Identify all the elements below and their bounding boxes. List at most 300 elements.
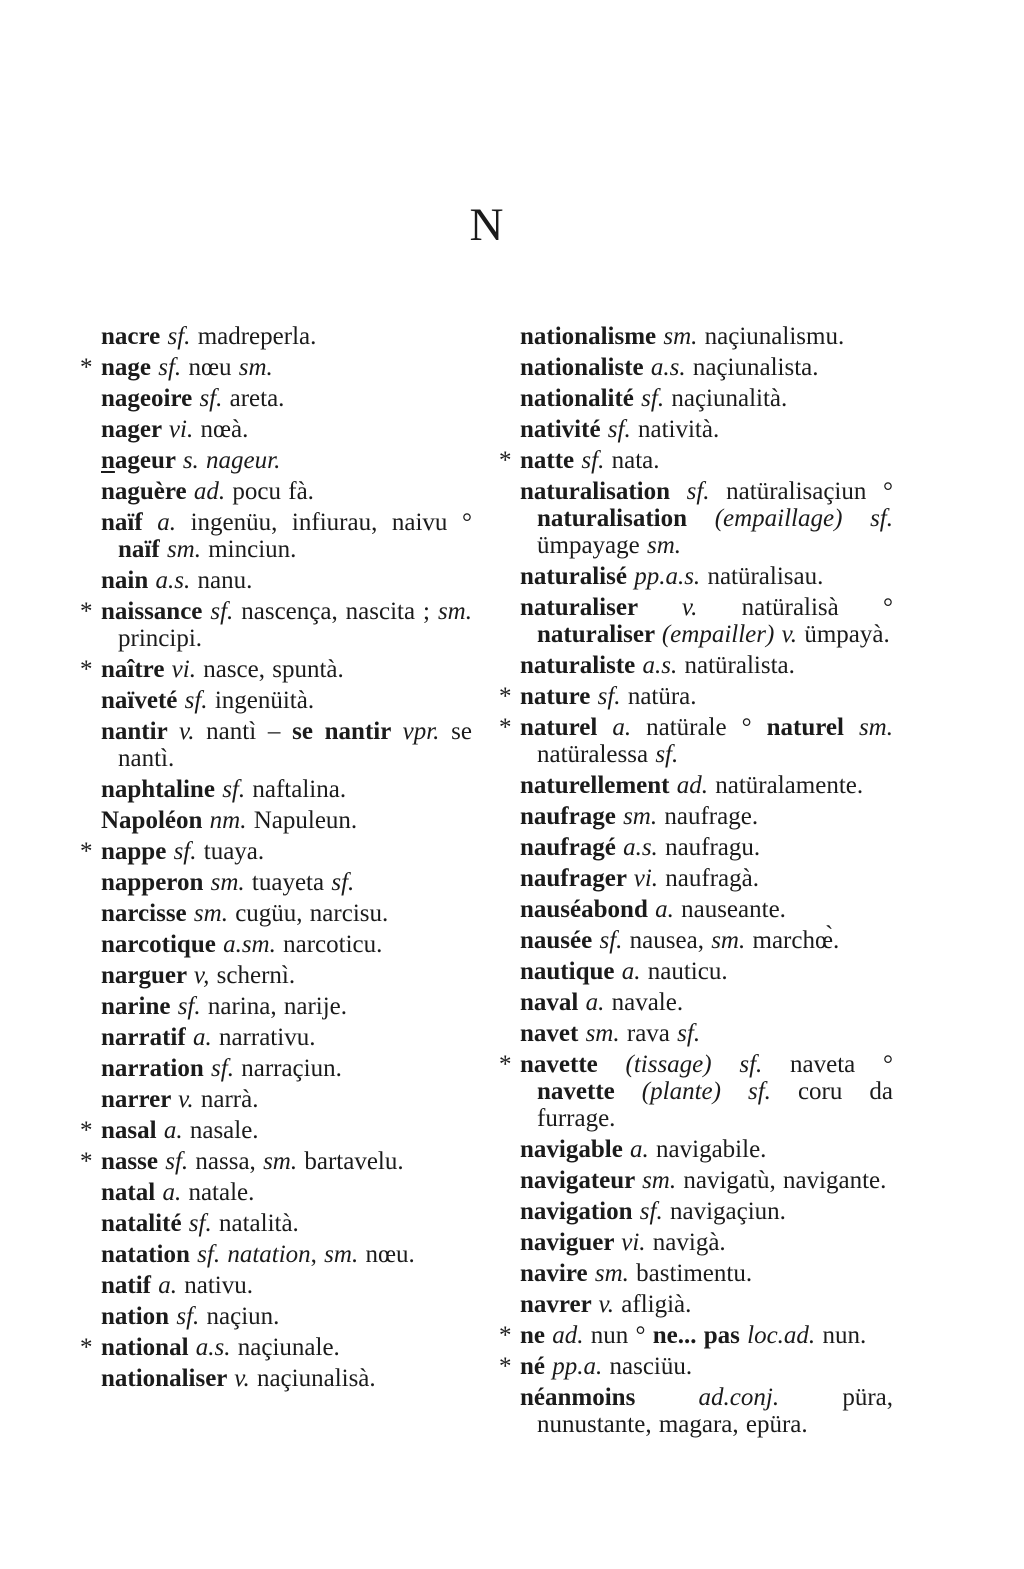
entry-segment: sm. [437,598,472,625]
entry-segment: a.s. [155,567,198,594]
entry-segment: nata. [611,447,660,474]
dictionary-entry [499,385,893,412]
entry-segment: natation [101,1241,198,1268]
dictionary-entry [80,509,472,563]
entry-star-marker: * [80,1117,93,1144]
entry-segment: coru da furrage. [537,1078,894,1132]
entry-segment: marchœ̀. [752,927,840,954]
entry-segment: v. [234,1365,257,1392]
dictionary-entry [80,1024,472,1051]
entry-segment: natalité [101,1210,189,1237]
entry-segment: naufrage [520,803,624,830]
entry-segment: nauticu. [647,958,728,985]
entry-segment: naïf [118,536,167,563]
dictionary-entry [499,772,893,799]
entry-segment: sm. [193,900,236,927]
entry-segment: sf. [739,1051,791,1078]
entry-segment: afligià. [621,1291,692,1318]
dictionary-entry [80,1272,472,1299]
entry-segment: sm. [263,1148,305,1175]
dictionary-entry [499,1353,893,1380]
entry-segment: nappe [101,838,174,865]
entry-segment: nausea, [629,927,712,954]
entry-segment: navette [520,1051,626,1078]
dictionary-entry [499,714,893,768]
entry-segment: naturaliser [537,621,662,648]
dictionary-entry [499,652,893,679]
entry-segment: sf. [607,416,638,443]
dictionary-entry [499,927,893,954]
dictionary-entry [80,993,472,1020]
entry-segment: natüralessa [537,741,656,768]
entry-segment: Napuleun. [253,807,358,834]
entry-segment: pocu fà. [232,478,314,505]
entry-segment: narraçiun. [241,1055,342,1082]
entry-segment: a. [163,1117,190,1144]
entry-segment: principi. [118,625,203,652]
entry-segment: national [101,1334,196,1361]
entry-star-marker: * [80,838,93,865]
entry-star-marker: * [80,656,93,683]
entry-segment: a.s. [195,1334,238,1361]
dictionary-entry [499,1260,893,1287]
entry-segment: nun ° [590,1322,653,1349]
entry-segment: ingenüu, infiurau, naivu ° [190,509,472,536]
entry-segment: ne [520,1322,553,1349]
entry-segment: ad. [552,1322,591,1349]
entry-segment: bastimentu. [636,1260,753,1287]
entry-segment: narine [101,993,178,1020]
dictionary-entry [499,478,893,559]
entry-segment: (empaillage) [714,505,871,532]
entry-segment: naçiunale. [237,1334,340,1361]
dictionary-entry [499,594,893,648]
entry-segment: se nantì. [118,718,472,772]
entry-segment: naçiunalità. [671,385,788,412]
entry-segment: ne... pas [652,1322,748,1349]
entry-segment: navet [520,1020,586,1047]
entry-segment: nautique [520,958,622,985]
entry-segment: naufragé [520,834,624,861]
entry-segment: nantir [101,718,179,745]
entry-segment: se nantir [292,718,403,745]
section-letter-heading: N [469,199,505,251]
entry-segment: natal [101,1179,163,1206]
entry-segment: pp.a. [552,1353,610,1380]
entry-segment: v. [178,718,207,745]
entry-segment: natüra. [627,683,697,710]
entry-segment: naguère [101,478,194,505]
entry-segment: naïveté [101,687,185,714]
dictionary-entry [80,900,472,927]
entry-segment: sf. [747,1078,798,1105]
dictionary-entry [80,447,472,474]
entry-segment: nativu. [184,1272,253,1299]
entry-segment: naufragà. [665,865,759,892]
dictionary-entry [499,354,893,381]
entry-segment: cugüu, narcisu. [235,900,389,927]
entry-segment: sm. [594,1260,637,1287]
entry-segment: sf. [686,478,727,505]
entry-star-marker: * [499,714,512,741]
entry-segment: sf. [581,447,612,474]
entry-segment: napperon [101,869,211,896]
entry-segment: narrer [101,1086,179,1113]
entry-segment: sm. [858,714,893,741]
entry-star-marker: * [80,598,93,625]
entry-segment: a. [655,896,682,923]
entry-segment: natale. [188,1179,255,1206]
entry-star-marker: * [499,1051,512,1078]
dictionary-entry [80,931,472,958]
dictionary-entry [499,989,893,1016]
entry-segment: navigà. [652,1229,726,1256]
entry-segment: sf. [167,323,198,350]
entry-segment: natalità. [218,1210,299,1237]
dictionary-entry [80,1055,472,1082]
entry-segment: Napoléon [101,807,210,834]
entry-segment: rava [626,1020,678,1047]
entry-segment: nain [101,567,156,594]
entry-segment: sf. [199,385,230,412]
entry-segment: nativité [520,416,608,443]
entry-segment: nascença, nascita ; [241,598,438,625]
entry-segment: nausée [520,927,600,954]
entry-segment: naçiunalismu. [704,323,845,350]
entry-segment: navrer [520,1291,599,1318]
entry-segment: sf. [677,1020,701,1047]
entry-segment: naïf [101,509,158,536]
dictionary-entry [499,1322,893,1349]
dictionary-entry [80,718,472,772]
entry-segment: naufrager [520,865,634,892]
entry-segment: minciun. [208,536,297,563]
dictionary-entry [499,865,893,892]
entry-segment: navigable [520,1136,631,1163]
entry-segment: narrativu. [218,1024,316,1051]
entry-segment: nager [101,416,169,443]
entry-segment: sf. [639,1198,670,1225]
entry-star-marker: * [499,1322,512,1349]
entry-segment: vi. [168,416,201,443]
entry-segment: sf. [188,1210,219,1237]
entry-segment: nasale. [189,1117,259,1144]
entry-segment: a. [621,958,648,985]
entry-segment: naufragu. [665,834,761,861]
entry-star-marker: * [499,1353,512,1380]
entry-segment: , [310,1241,325,1268]
dictionary-entry [499,1136,893,1163]
entry-segment: navigatù, navigante. [683,1167,887,1194]
entry-segment: nun. [822,1322,867,1349]
entry-segment: néanmoins [520,1384,699,1411]
entry-segment: sm. [663,323,705,350]
entry-segment: sf. [176,1303,207,1330]
dictionary-entry [499,834,893,861]
entry-segment: sm. [324,1241,366,1268]
entry-segment: nasciüu. [609,1353,693,1380]
entry-segment: bartavelu. [304,1148,404,1175]
entry-segment: nageoire [101,385,200,412]
entry-segment: a. [158,1272,185,1299]
entry-segment: areta. [229,385,285,412]
entry-segment: naphtaline [101,776,223,803]
dictionary-entry [80,776,472,803]
dictionary-entry [80,1303,472,1330]
entry-segment: v. [178,1086,201,1113]
dictionary-entry [499,803,893,830]
entry-segment: a.s. [642,652,685,679]
left-column [80,323,472,1396]
dictionary-entry [499,1198,893,1225]
entry-segment: natüralista. [684,652,795,679]
entry-segment: vi. [633,865,666,892]
entry-segment: sm. [166,536,209,563]
dictionary-entry [80,869,472,896]
entry-segment: loc.ad. [747,1322,823,1349]
dictionary-entry [499,1384,893,1438]
entry-segment: tuayeta [251,869,332,896]
entry-segment: narrà. [200,1086,259,1113]
entry-segment: nationaliste [520,354,651,381]
dictionary-entry [80,1086,472,1113]
entry-segment: navigaçiun. [669,1198,786,1225]
entry-segment: nassa, [195,1148,264,1175]
entry-segment: naveta ° [790,1051,893,1078]
dictionary-entry [499,1020,893,1047]
entry-segment: navale. [611,989,684,1016]
dictionary-entry [499,563,893,590]
dictionary-entry [80,567,472,594]
entry-segment: naturalisé [520,563,635,590]
entry-segment: pp.a.s. [634,563,708,590]
dictionary-entry [499,958,893,985]
entry-segment: sf. [597,683,628,710]
entry-segment: ingenüità. [214,687,315,714]
entry-segment: ageur [114,447,183,474]
entry-segment: sf. [655,741,679,768]
entry-segment: ümpayage [537,532,647,559]
entry-segment: naturalisation [537,505,715,532]
entry-segment: naçiunalisà. [256,1365,376,1392]
entry-segment: a.sm. [223,931,284,958]
entry-segment: sf. [158,354,189,381]
entry-segment: vi. [621,1229,653,1256]
dictionary-entry [80,1179,472,1206]
entry-segment: sf. [165,1148,196,1175]
entry-segment: nantì – [206,718,293,745]
entry-segment: sf. [870,505,894,532]
entry-segment: natüralamente. [715,772,864,799]
entry-segment: madreperla. [197,323,317,350]
dictionary-entry [499,683,893,710]
dictionary-entry [80,385,472,412]
dictionary-entry [499,896,893,923]
entry-segment: a. [612,714,647,741]
entry-segment: a. [630,1136,657,1163]
entry-segment: nœu. [365,1241,415,1268]
entry-segment: narina, narije. [207,993,348,1020]
entry-segment: navette [537,1078,642,1105]
entry-segment: a.s. [623,834,666,861]
entry-segment: sf. [641,385,672,412]
entry-segment: a.s. [650,354,693,381]
dictionary-entry [80,323,472,350]
entry-segment: natività. [637,416,720,443]
entry-segment: natüralisau. [707,563,824,590]
entry-segment: s. nageur. [182,447,281,474]
dictionary-entry [499,1229,893,1256]
entry-segment: v, [193,962,217,989]
entry-segment: sm. [623,803,665,830]
entry-segment: v. [681,594,742,621]
entry-segment: nauséabond [520,896,656,923]
entry-segment: ümpayà. [804,621,890,648]
entry-segment: naissance [101,598,211,625]
entry-segment: sf. [184,687,215,714]
entry-segment: natüralisaçiun ° [726,478,893,505]
entry-segment: sm. [711,927,753,954]
entry-segment: naturaliste [520,652,643,679]
dictionary-entry [80,416,472,443]
entry-segment: navigabile. [656,1136,767,1163]
entry-segment: v. [598,1291,622,1318]
entry-segment: nationalisme [520,323,664,350]
dictionary-entry [499,1167,893,1194]
entry-segment: nasal [101,1117,164,1144]
entry-segment: naufrage. [664,803,759,830]
dictionary-entry [80,962,472,989]
dictionary-entry [80,1365,472,1392]
dictionary-entry [80,1241,472,1268]
entry-segment: naturel [766,714,859,741]
entry-segment: nationaliser [101,1365,235,1392]
entry-segment: ad.conj. [698,1384,843,1411]
entry-segment: narcisse [101,900,194,927]
entry-segment: tuaya. [203,838,265,865]
dictionary-entry [80,687,472,714]
entry-segment: sf. [331,869,355,896]
dictionary-entry [80,1117,472,1144]
entry-segment: nacre [101,323,168,350]
entry-segment: nœu [188,354,239,381]
entry-segment: nanu. [197,567,253,594]
entry-segment: nm. [209,807,254,834]
entry-segment: natif [101,1272,159,1299]
dictionary-entry [499,447,893,474]
entry-segment: naturalisation [520,478,687,505]
entry-segment: ad. [193,478,233,505]
entry-segment: nasce, spuntà. [203,656,344,683]
dictionary-entry [80,1148,472,1175]
entry-segment: nœà. [200,416,249,443]
entry-segment: natürale ° [646,714,767,741]
entry-segment: narcotique [101,931,224,958]
entry-star-marker: * [499,683,512,710]
entry-segment: sm. [646,532,682,559]
dictionary-entry [80,1210,472,1237]
entry-segment: navigation [520,1198,640,1225]
entry-segment: v. [781,621,805,648]
entry-segment: sm. [585,1020,627,1047]
entry-segment: narcoticu. [283,931,383,958]
entry-segment: narguer [101,962,194,989]
entry-segment: sf. [222,776,253,803]
entry-segment: naître [101,656,172,683]
entry-segment: né [520,1353,553,1380]
entry-segment: natte [520,447,582,474]
entry-segment: naval [520,989,586,1016]
entry-segment: vi. [171,656,204,683]
dictionary-entry [80,656,472,683]
entry-segment: sm. [238,354,273,381]
entry-segment: naçiunalista. [692,354,819,381]
entry-star-marker: * [499,447,512,474]
entry-segment: nauseante. [681,896,786,923]
dictionary-entry [499,416,893,443]
entry-segment: ad. [676,772,716,799]
entry-segment: sf. [211,1055,242,1082]
entry-segment: nasse [101,1148,166,1175]
entry-segment: naftalina. [252,776,347,803]
entry-segment: schernì. [216,962,296,989]
entry-segment: (empailler) [661,621,782,648]
entry-segment: narration [101,1055,212,1082]
entry-segment: (tissage) [625,1051,740,1078]
entry-segment: naturel [520,714,613,741]
entry-segment: naviguer [520,1229,622,1256]
entry-segment: sf. [599,927,630,954]
entry-star-marker: * [80,1334,93,1361]
entry-segment: navigateur [520,1167,643,1194]
entry-segment: sf. [210,598,242,625]
entry-segment: a. [585,989,612,1016]
entry-segment: nationalité [520,385,642,412]
entry-segment: naturellement [520,772,677,799]
entry-segment: vpr. [402,718,452,745]
entry-segment: natüralisà ° [741,594,893,621]
dictionary-entry [80,354,472,381]
entry-segment: sf. natation [197,1241,311,1268]
dictionary-entry [80,478,472,505]
entry-segment: a. [157,509,191,536]
entry-segment: naturaliser [520,594,682,621]
entry-star-marker: * [80,354,93,381]
entry-segment: nation [101,1303,177,1330]
dictionary-entry [499,323,893,350]
entry-segment: a. [162,1179,189,1206]
entry-segment: sf. [177,993,208,1020]
entry-segment: n [101,447,115,474]
entry-segment: püra, nunustante, magara, epüra. [537,1384,893,1438]
entry-segment: navire [520,1260,595,1287]
entry-segment: sm. [210,869,252,896]
dictionary-entry [499,1291,893,1318]
entry-segment: naçiun. [206,1303,280,1330]
entry-segment: sf. [173,838,204,865]
dictionary-entry [80,598,472,652]
entry-segment: nature [520,683,598,710]
entry-segment: a. [192,1024,219,1051]
right-column [499,323,893,1442]
dictionary-entry [80,1334,472,1361]
entry-segment: (plante) [641,1078,748,1105]
entry-segment: nage [101,354,159,381]
dictionary-entry [80,807,472,834]
dictionary-entry [80,838,472,865]
entry-segment: sm. [642,1167,684,1194]
entry-segment: narratif [101,1024,193,1051]
